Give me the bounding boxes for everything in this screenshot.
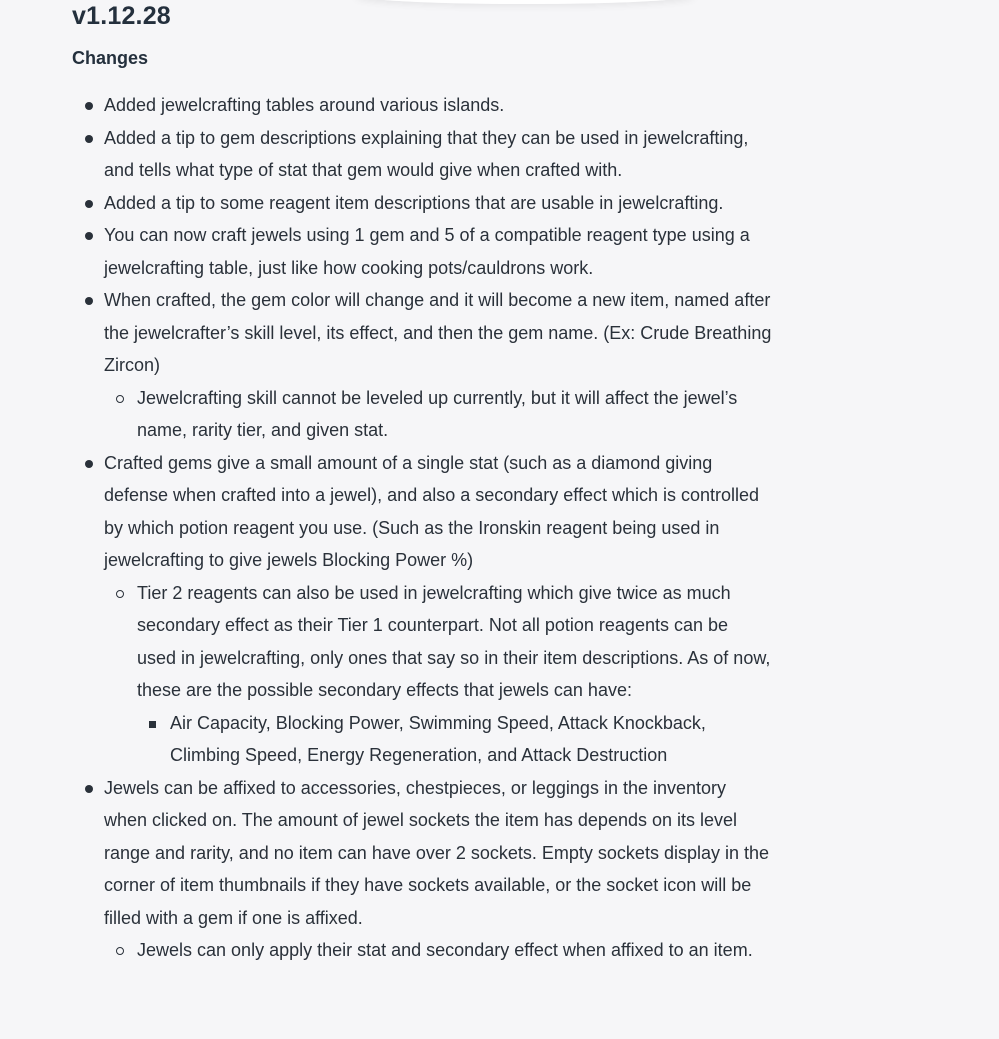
change-list [72, 89, 772, 967]
list-item-text: Added a tip to some reagent item descriptions that are usable in jewelcrafting. [104, 192, 724, 213]
list-item [72, 447, 772, 772]
sub-sub-list-item-text: Air Capacity, Blocking Power, Swimming Speed, Attack Knockback, Climbing Speed, Energy Regeneration, and Attack Destruction [170, 712, 706, 765]
sub-sub-list [137, 707, 772, 772]
bullet-disc-icon [85, 135, 93, 143]
sub-list [104, 577, 772, 772]
list-item-text: Added a tip to gem descriptions explaining that they can be used in jewelcrafting, and tells what type of stat that gem would give when crafted with. [104, 127, 749, 180]
bullet-disc-icon [85, 102, 93, 110]
sub-list [104, 934, 772, 967]
bullet-disc-icon [85, 297, 93, 305]
bullet-square-icon [149, 721, 156, 728]
changes-heading: Changes [72, 48, 149, 68]
sub-sub-list-item [137, 707, 772, 772]
bullet-disc-icon [85, 785, 93, 793]
sub-list-item [104, 934, 772, 967]
bullet-circle-icon [116, 590, 124, 598]
sub-list-item [104, 382, 772, 447]
list-item [72, 772, 772, 967]
list-item [72, 187, 772, 220]
bullet-disc-icon [85, 460, 93, 468]
list-item-text: You can now craft jewels using 1 gem and 5 of a compatible reagent type using a jewelcrafting table, just like how cooking pots/cauldrons work. [104, 225, 750, 278]
list-item [72, 284, 772, 447]
changelog-document [72, 0, 772, 967]
version-title: v1.12.28 [72, 2, 171, 30]
list-item-text: Jewels can be affixed to accessories, chestpieces, or leggings in the inventory when clicked on. The amount of jewel sockets the item has depends on its level range and rarity, and no item can have over 2 sockets. Empty sockets display in the corner of item thumbnails if they have sockets available, or the socket icon will be filled with a gem if one is affixed. [104, 777, 770, 928]
sub-list-item-text: Jewels can only apply their stat and secondary effect when affixed to an item. [137, 940, 753, 960]
sub-list-item [104, 577, 772, 772]
bullet-disc-icon [85, 232, 93, 240]
list-item [72, 89, 772, 122]
bullet-disc-icon [85, 200, 93, 208]
list-item [72, 219, 772, 284]
list-item-text: When crafted, the gem color will change and it will become a new item, named after the jewelcrafter’s skill level, its effect, and then the gem name. (Ex: Crude Breathing Zircon) [104, 290, 772, 375]
sub-list-item-text: Jewelcrafting skill cannot be leveled up currently, but it will affect the jewel’s name, rarity tier, and given stat. [137, 387, 738, 440]
sub-list-item-text: Tier 2 reagents can also be used in jewelcrafting which give twice as much secondary effect as their Tier 1 counterpart. Not all potion reagents can be used in jewelcrafting, only ones that say so in their item descriptions. As of now, these are the possible secondary effects that jewels can have: [137, 582, 771, 700]
list-item-text: Added jewelcrafting tables around various islands. [104, 95, 505, 115]
sub-list [104, 382, 772, 447]
list-item [72, 122, 772, 187]
list-item-text: Crafted gems give a small amount of a single stat (such as a diamond giving defense when crafted into a jewel), and also a secondary effect which is controlled by which potion reagent you use. (Such as the Ironskin reagent being used in jewelcrafting to give jewels Blocking Power %) [104, 452, 760, 570]
bullet-circle-icon [116, 395, 124, 403]
bullet-circle-icon [116, 947, 124, 955]
